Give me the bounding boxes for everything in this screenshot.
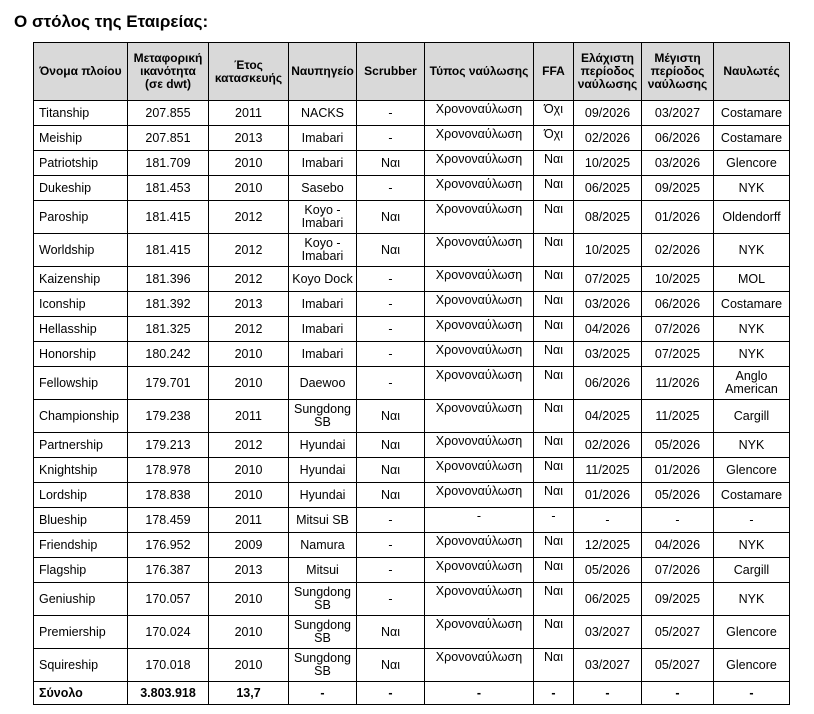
cell-capacity: 180.242 xyxy=(128,342,209,367)
table-row xyxy=(34,433,790,458)
cell-shipyard: Imabari xyxy=(289,342,357,367)
cell-capacity: 179.213 xyxy=(128,433,209,458)
cell-charterer: Costamare xyxy=(714,292,790,317)
cell-ffa: Ναι xyxy=(534,458,574,483)
cell-scrubber: - xyxy=(357,583,425,616)
cell-max-period: 05/2027 xyxy=(642,649,714,682)
cell-capacity: 181.396 xyxy=(128,267,209,292)
header-charter-type: Τύπος ναύλωσης xyxy=(425,43,534,101)
table-row xyxy=(34,483,790,508)
cell-min-period: 03/2027 xyxy=(574,649,642,682)
cell-year-built: 2011 xyxy=(209,400,289,433)
cell-charter-type: Χρονοναύλωση xyxy=(425,201,534,234)
cell-capacity: 181.415 xyxy=(128,201,209,234)
cell-max-period: 06/2026 xyxy=(642,126,714,151)
cell-scrubber: Ναι xyxy=(357,151,425,176)
cell-ship-name: Dukeship xyxy=(34,176,128,201)
cell-ship-name: Championship xyxy=(34,400,128,433)
header-ffa: FFA xyxy=(534,43,574,101)
table-row xyxy=(34,533,790,558)
cell-max-period: - xyxy=(642,508,714,533)
cell-ffa: Ναι xyxy=(534,583,574,616)
cell-shipyard: - xyxy=(289,682,357,705)
cell-min-period: 10/2025 xyxy=(574,151,642,176)
cell-charter-type: Χρονοναύλωση xyxy=(425,649,534,682)
cell-ship-name: Flagship xyxy=(34,558,128,583)
cell-year-built: 2010 xyxy=(209,367,289,400)
cell-scrubber: Ναι xyxy=(357,458,425,483)
table-row xyxy=(34,267,790,292)
cell-max-period: 07/2025 xyxy=(642,342,714,367)
cell-capacity: 181.415 xyxy=(128,234,209,267)
cell-year-built: 2010 xyxy=(209,583,289,616)
cell-charter-type: Χρονοναύλωση xyxy=(425,558,534,583)
cell-charterer: Glencore xyxy=(714,151,790,176)
cell-shipyard: Hyundai xyxy=(289,458,357,483)
cell-ffa: Ναι xyxy=(534,400,574,433)
cell-max-period: 09/2025 xyxy=(642,583,714,616)
cell-ffa: Ναι xyxy=(534,433,574,458)
cell-year-built: 2012 xyxy=(209,433,289,458)
cell-charter-type: Χρονοναύλωση xyxy=(425,433,534,458)
cell-year-built: 2010 xyxy=(209,649,289,682)
cell-max-period: 06/2026 xyxy=(642,292,714,317)
cell-capacity: 207.851 xyxy=(128,126,209,151)
cell-max-period: 05/2026 xyxy=(642,483,714,508)
table-row xyxy=(34,234,790,267)
cell-scrubber: Ναι xyxy=(357,234,425,267)
cell-shipyard: Sungdong SB xyxy=(289,649,357,682)
cell-min-period: 12/2025 xyxy=(574,533,642,558)
cell-charter-type: - xyxy=(425,508,534,533)
cell-charter-type: Χρονοναύλωση xyxy=(425,151,534,176)
cell-charter-type: Χρονοναύλωση xyxy=(425,176,534,201)
cell-year-built: 2012 xyxy=(209,267,289,292)
cell-charterer: Costamare xyxy=(714,483,790,508)
cell-charter-type: Χρονοναύλωση xyxy=(425,400,534,433)
cell-max-period: 07/2026 xyxy=(642,558,714,583)
cell-capacity: 178.978 xyxy=(128,458,209,483)
cell-max-period: 09/2025 xyxy=(642,176,714,201)
header-max-charter-period: Μέγιστη περίοδος ναύλωσης xyxy=(642,43,714,101)
cell-max-period: 11/2026 xyxy=(642,367,714,400)
cell-ffa: Ναι xyxy=(534,176,574,201)
cell-shipyard: Koyo Dock xyxy=(289,267,357,292)
cell-scrubber: - xyxy=(357,558,425,583)
table-row xyxy=(34,151,790,176)
cell-shipyard: Sungdong SB xyxy=(289,583,357,616)
cell-charterer: Costamare xyxy=(714,101,790,126)
cell-min-period: 03/2027 xyxy=(574,616,642,649)
table-row xyxy=(34,342,790,367)
cell-min-period: 08/2025 xyxy=(574,201,642,234)
cell-year-built: 2011 xyxy=(209,101,289,126)
table-row xyxy=(34,101,790,126)
cell-year-built: 2013 xyxy=(209,126,289,151)
cell-scrubber: Ναι xyxy=(357,433,425,458)
cell-year-built: 2012 xyxy=(209,234,289,267)
cell-ship-name: Squireship xyxy=(34,649,128,682)
cell-year-built: 2009 xyxy=(209,533,289,558)
cell-min-period: 07/2025 xyxy=(574,267,642,292)
cell-shipyard: Imabari xyxy=(289,292,357,317)
cell-charterer: NYK xyxy=(714,533,790,558)
cell-min-period: 06/2025 xyxy=(574,583,642,616)
cell-max-period: 05/2027 xyxy=(642,616,714,649)
cell-max-period: 03/2026 xyxy=(642,151,714,176)
cell-year-built: 2010 xyxy=(209,458,289,483)
cell-capacity: 181.325 xyxy=(128,317,209,342)
cell-charter-type: Χρονοναύλωση xyxy=(425,458,534,483)
cell-ship-name: Meiship xyxy=(34,126,128,151)
cell-capacity: 170.018 xyxy=(128,649,209,682)
table-row xyxy=(34,649,790,682)
cell-charter-type: Χρονοναύλωση xyxy=(425,234,534,267)
cell-ffa: Ναι xyxy=(534,649,574,682)
cell-ship-name: Σύνολο xyxy=(34,682,128,705)
cell-ship-name: Paroship xyxy=(34,201,128,234)
cell-max-period: 03/2027 xyxy=(642,101,714,126)
cell-scrubber: - xyxy=(357,101,425,126)
cell-min-period: - xyxy=(574,682,642,705)
cell-charterer: NYK xyxy=(714,433,790,458)
cell-max-period: - xyxy=(642,682,714,705)
table-row xyxy=(34,317,790,342)
cell-scrubber: - xyxy=(357,342,425,367)
cell-charter-type: Χρονοναύλωση xyxy=(425,126,534,151)
cell-ffa: Ναι xyxy=(534,533,574,558)
cell-ship-name: Titanship xyxy=(34,101,128,126)
cell-capacity: 176.387 xyxy=(128,558,209,583)
cell-year-built: 2012 xyxy=(209,317,289,342)
cell-ship-name: Knightship xyxy=(34,458,128,483)
table-row xyxy=(34,292,790,317)
cell-ship-name: Friendship xyxy=(34,533,128,558)
cell-charterer: Glencore xyxy=(714,649,790,682)
table-row xyxy=(34,400,790,433)
cell-charterer: NYK xyxy=(714,234,790,267)
cell-charter-type: Χρονοναύλωση xyxy=(425,533,534,558)
table-row xyxy=(34,201,790,234)
cell-min-period: 04/2025 xyxy=(574,400,642,433)
cell-ship-name: Worldship xyxy=(34,234,128,267)
cell-ffa: Όχι xyxy=(534,101,574,126)
cell-year-built: 2010 xyxy=(209,176,289,201)
cell-ffa: Ναι xyxy=(534,558,574,583)
header-min-charter-period: Ελάχιστη περίοδος ναύλωσης xyxy=(574,43,642,101)
cell-charterer: Glencore xyxy=(714,616,790,649)
cell-ffa: Ναι xyxy=(534,292,574,317)
cell-ship-name: Honorship xyxy=(34,342,128,367)
cell-min-period: - xyxy=(574,508,642,533)
cell-ship-name: Fellowship xyxy=(34,367,128,400)
table-row xyxy=(34,508,790,533)
cell-charterer: Cargill xyxy=(714,558,790,583)
cell-charterer: Glencore xyxy=(714,458,790,483)
cell-charter-type: Χρονοναύλωση xyxy=(425,483,534,508)
cell-ffa: Ναι xyxy=(534,234,574,267)
cell-min-period: 10/2025 xyxy=(574,234,642,267)
cell-min-period: 06/2025 xyxy=(574,176,642,201)
table-row xyxy=(34,558,790,583)
cell-max-period: 02/2026 xyxy=(642,234,714,267)
cell-ship-name: Blueship xyxy=(34,508,128,533)
cell-max-period: 05/2026 xyxy=(642,433,714,458)
cell-charterer: Cargill xyxy=(714,400,790,433)
cell-capacity: 179.238 xyxy=(128,400,209,433)
cell-min-period: 06/2026 xyxy=(574,367,642,400)
table-row xyxy=(34,126,790,151)
cell-shipyard: Hyundai xyxy=(289,433,357,458)
cell-charterer: Anglo American xyxy=(714,367,790,400)
cell-min-period: 11/2025 xyxy=(574,458,642,483)
cell-max-period: 10/2025 xyxy=(642,267,714,292)
cell-shipyard: Sungdong SB xyxy=(289,616,357,649)
cell-charterer: NYK xyxy=(714,176,790,201)
cell-max-period: 07/2026 xyxy=(642,317,714,342)
cell-min-period: 03/2026 xyxy=(574,292,642,317)
cell-charterer: NYK xyxy=(714,583,790,616)
cell-shipyard: Mitsui xyxy=(289,558,357,583)
cell-scrubber: - xyxy=(357,292,425,317)
cell-shipyard: Mitsui SB xyxy=(289,508,357,533)
cell-capacity: 179.701 xyxy=(128,367,209,400)
cell-year-built: 2013 xyxy=(209,558,289,583)
cell-ffa: Ναι xyxy=(534,267,574,292)
cell-year-built: 13,7 xyxy=(209,682,289,705)
cell-charterer: NYK xyxy=(714,317,790,342)
cell-capacity: 181.709 xyxy=(128,151,209,176)
cell-year-built: 2010 xyxy=(209,342,289,367)
table-body xyxy=(34,101,790,705)
cell-ffa: Ναι xyxy=(534,151,574,176)
cell-capacity: 178.838 xyxy=(128,483,209,508)
header-shipyard: Ναυπηγείο xyxy=(289,43,357,101)
cell-min-period: 01/2026 xyxy=(574,483,642,508)
header-year-built: Έτος κατασκευής xyxy=(209,43,289,101)
cell-charter-type: - xyxy=(425,682,534,705)
cell-scrubber: - xyxy=(357,533,425,558)
cell-capacity: 170.024 xyxy=(128,616,209,649)
cell-min-period: 02/2026 xyxy=(574,433,642,458)
cell-capacity: 3.803.918 xyxy=(128,682,209,705)
cell-year-built: 2010 xyxy=(209,483,289,508)
cell-ffa: Όχι xyxy=(534,126,574,151)
cell-scrubber: - xyxy=(357,176,425,201)
table-row xyxy=(34,616,790,649)
cell-scrubber: Ναι xyxy=(357,400,425,433)
cell-capacity: 207.855 xyxy=(128,101,209,126)
cell-shipyard: Koyo - Imabari xyxy=(289,201,357,234)
cell-ship-name: Hellasship xyxy=(34,317,128,342)
cell-charter-type: Χρονοναύλωση xyxy=(425,317,534,342)
cell-capacity: 178.459 xyxy=(128,508,209,533)
cell-ship-name: Geniuship xyxy=(34,583,128,616)
cell-ship-name: Lordship xyxy=(34,483,128,508)
header-charterers: Ναυλωτές xyxy=(714,43,790,101)
cell-charterer: - xyxy=(714,508,790,533)
cell-shipyard: Koyo - Imabari xyxy=(289,234,357,267)
cell-charterer: Costamare xyxy=(714,126,790,151)
cell-ship-name: Partnership xyxy=(34,433,128,458)
cell-year-built: 2010 xyxy=(209,616,289,649)
cell-max-period: 01/2026 xyxy=(642,458,714,483)
cell-ship-name: Kaizenship xyxy=(34,267,128,292)
header-scrubber: Scrubber xyxy=(357,43,425,101)
header-capacity: Μεταφορική ικανότητα (σε dwt) xyxy=(128,43,209,101)
cell-capacity: 181.392 xyxy=(128,292,209,317)
table-total-row xyxy=(34,682,790,705)
cell-min-period: 05/2026 xyxy=(574,558,642,583)
cell-shipyard: Sungdong SB xyxy=(289,400,357,433)
cell-year-built: 2011 xyxy=(209,508,289,533)
cell-scrubber: - xyxy=(357,508,425,533)
fleet-table xyxy=(33,42,790,705)
cell-year-built: 2010 xyxy=(209,151,289,176)
cell-capacity: 176.952 xyxy=(128,533,209,558)
cell-scrubber: Ναι xyxy=(357,616,425,649)
cell-ffa: Ναι xyxy=(534,616,574,649)
cell-scrubber: - xyxy=(357,267,425,292)
cell-scrubber: - xyxy=(357,367,425,400)
cell-ship-name: Iconship xyxy=(34,292,128,317)
cell-ffa: Ναι xyxy=(534,367,574,400)
table-row xyxy=(34,458,790,483)
cell-charterer: Oldendorff xyxy=(714,201,790,234)
cell-scrubber: Ναι xyxy=(357,201,425,234)
table-row xyxy=(34,176,790,201)
cell-shipyard: Sasebo xyxy=(289,176,357,201)
cell-min-period: 02/2026 xyxy=(574,126,642,151)
cell-charter-type: Χρονοναύλωση xyxy=(425,101,534,126)
cell-shipyard: Imabari xyxy=(289,151,357,176)
cell-charter-type: Χρονοναύλωση xyxy=(425,367,534,400)
cell-shipyard: Namura xyxy=(289,533,357,558)
cell-charterer: NYK xyxy=(714,342,790,367)
cell-ffa: - xyxy=(534,682,574,705)
cell-ffa: - xyxy=(534,508,574,533)
cell-scrubber: Ναι xyxy=(357,649,425,682)
cell-shipyard: Hyundai xyxy=(289,483,357,508)
table-header-row xyxy=(34,43,790,101)
table-row xyxy=(34,367,790,400)
cell-max-period: 04/2026 xyxy=(642,533,714,558)
cell-charter-type: Χρονοναύλωση xyxy=(425,583,534,616)
cell-shipyard: Imabari xyxy=(289,126,357,151)
cell-ffa: Ναι xyxy=(534,342,574,367)
header-ship-name: Όνομα πλοίου xyxy=(34,43,128,101)
cell-max-period: 11/2025 xyxy=(642,400,714,433)
table-row xyxy=(34,583,790,616)
cell-max-period: 01/2026 xyxy=(642,201,714,234)
cell-scrubber: - xyxy=(357,126,425,151)
cell-shipyard: NACKS xyxy=(289,101,357,126)
cell-year-built: 2012 xyxy=(209,201,289,234)
cell-scrubber: - xyxy=(357,317,425,342)
cell-capacity: 181.453 xyxy=(128,176,209,201)
cell-charterer: - xyxy=(714,682,790,705)
cell-min-period: 09/2026 xyxy=(574,101,642,126)
cell-capacity: 170.057 xyxy=(128,583,209,616)
cell-shipyard: Imabari xyxy=(289,317,357,342)
cell-charter-type: Χρονοναύλωση xyxy=(425,292,534,317)
cell-year-built: 2013 xyxy=(209,292,289,317)
cell-ffa: Ναι xyxy=(534,317,574,342)
cell-charter-type: Χρονοναύλωση xyxy=(425,616,534,649)
cell-min-period: 03/2025 xyxy=(574,342,642,367)
cell-scrubber: - xyxy=(357,682,425,705)
cell-shipyard: Daewoo xyxy=(289,367,357,400)
cell-min-period: 04/2026 xyxy=(574,317,642,342)
cell-ship-name: Patriotship xyxy=(34,151,128,176)
cell-charterer: MOL xyxy=(714,267,790,292)
cell-scrubber: Ναι xyxy=(357,483,425,508)
cell-charter-type: Χρονοναύλωση xyxy=(425,342,534,367)
cell-ffa: Ναι xyxy=(534,483,574,508)
cell-ship-name: Premiership xyxy=(34,616,128,649)
page-title: Ο στόλος της Εταιρείας: xyxy=(14,12,209,31)
cell-ffa: Ναι xyxy=(534,201,574,234)
cell-charter-type: Χρονοναύλωση xyxy=(425,267,534,292)
